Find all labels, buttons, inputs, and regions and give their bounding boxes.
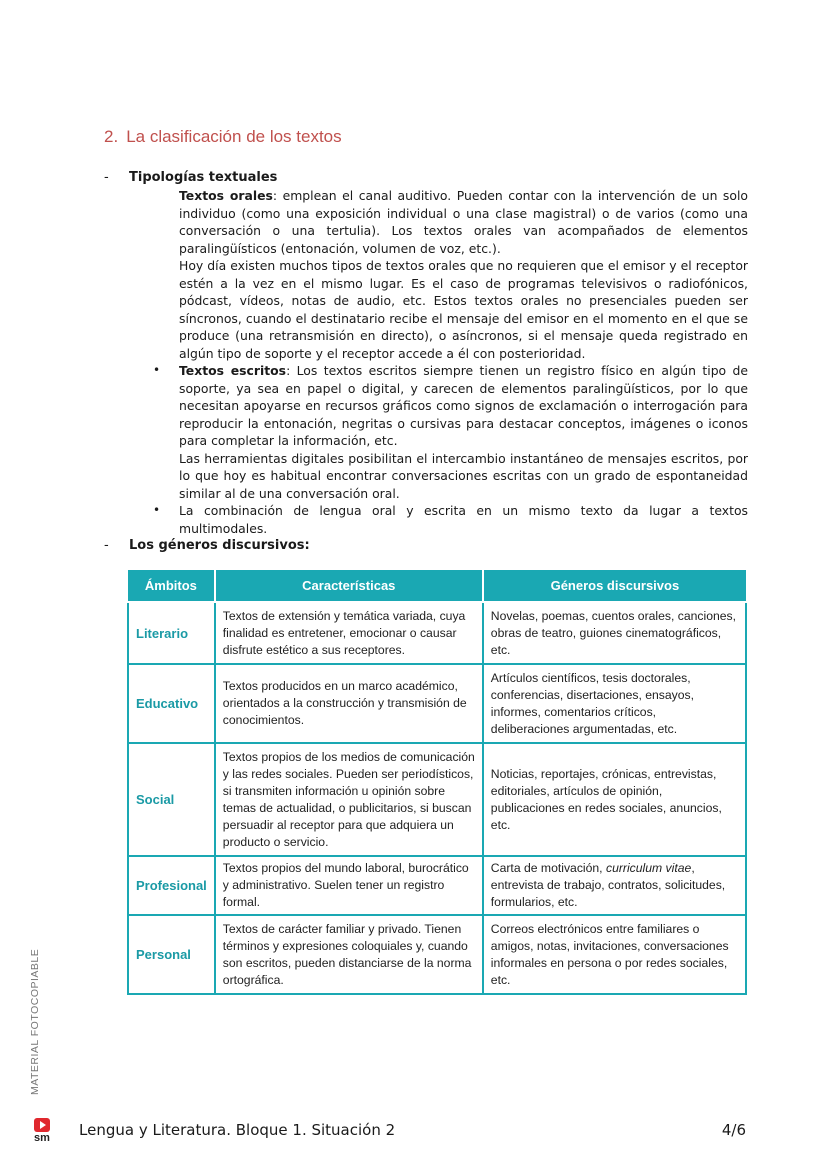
footer-title: Lengua y Literatura. Bloque 1. Situación 2 <box>79 1121 396 1139</box>
caracteristicas-cell: Textos producidos en un marco académico, orientados a la construcción y transmisión de conocimientos. <box>215 664 483 743</box>
bullet-combinacion: • <box>153 503 161 517</box>
textos-escritos-label: Textos escritos <box>179 363 287 378</box>
generos-text: Correos electrónicos entre familiares o amigos, notas, invitaciones, conversaciones informales en persona o por redes sociales, etc. <box>490 921 729 987</box>
generos-heading-text: Los géneros discursivos: <box>129 538 310 553</box>
table-row <box>128 856 746 915</box>
sm-logo-text: sm <box>34 1132 50 1144</box>
header-ambitos: Ámbitos <box>128 570 215 602</box>
generos-cell <box>483 856 746 915</box>
generos-cell <box>483 915 746 994</box>
page-number: 4/6 <box>721 1121 746 1139</box>
caracteristicas-cell: Textos de carácter familiar y privado. Tienen términos y expresiones coloquiales y, cuando son escritos, pueden distanciarse de la norma ortográfica. <box>215 915 483 994</box>
sm-logo <box>32 1118 52 1144</box>
ambito-cell: Literario <box>128 602 215 664</box>
ambito-cell: Social <box>128 743 215 856</box>
generos-text-italic: curriculum vitae <box>605 861 692 875</box>
textos-orales-label: Textos orales <box>179 188 273 203</box>
generos-cell <box>483 664 746 743</box>
table-row <box>128 915 746 994</box>
ambito-cell: Profesional <box>128 856 215 915</box>
generos-text: Carta de motivación, <box>490 861 606 875</box>
textos-escritos-text: : Los textos escritos siempre tienen un registro físico en algún tipo de soporte, ya sea en papel o digital, y carecen de elementos paralingüísticos, por lo que necesitan apoyarse en recursos gráficos como signos de exclamación o interrogación para reproducir la entonación, negritas o cursivas para destacar conceptos, imágenes o iconos para completar la información, etc. <box>179 363 748 448</box>
table-row <box>128 602 746 664</box>
material-fotocopiable-label: MATERIAL FOTOCOPIABLE <box>29 948 41 1095</box>
tipologias-heading-text: Tipologías textuales <box>129 170 278 185</box>
generos-text: Artículos científicos, tesis doctorales, conferencias, disertaciones, ensayos, informes, comentarios críticos, deliberaciones argumentadas, etc. <box>490 670 695 736</box>
table-row <box>128 743 746 856</box>
ambito-cell: Personal <box>128 915 215 994</box>
textos-escritos-text-2: Las herramientas digitales posibilitan el intercambio instantáneo de mensajes escritos, por lo que hoy es habitual encontrar conversaciones escritas con un grado de espontaneidad similar al de una conversación oral. <box>179 450 748 501</box>
tipologias-heading <box>104 170 277 185</box>
generos-text: Noticias, reportajes, crónicas, entrevistas, editoriales, artículos de opinión, publicaciones en redes sociales, anuncios, etc. <box>490 766 722 832</box>
section-number: 2. <box>104 127 119 146</box>
generos-cell <box>483 602 746 664</box>
section-title-text: La clasificación de los textos <box>126 127 342 146</box>
textos-escritos-paragraph <box>179 362 748 502</box>
ambito-cell: Educativo <box>128 664 215 743</box>
dash-marker: - <box>104 538 109 553</box>
table-header-row <box>128 570 746 602</box>
caracteristicas-cell: Textos propios de los medios de comunicación y las redes sociales. Pueden ser periodísticos, si transmiten información u opinión sobre temas de actualidad, o publicitarios, si buscan persuadir al receptor para que adquiera un producto o servicio. <box>215 743 483 856</box>
textos-orales-paragraph <box>179 187 748 362</box>
generos-text-end: , entrevista de trabajo, contratos, solicitudes, formularios, etc. <box>490 861 726 909</box>
dash-marker: - <box>104 170 109 185</box>
bullet-escritos: • <box>153 363 161 377</box>
textos-orales-text: : emplean el canal auditivo. Pueden contar con la intervención de un solo individuo (como una exposición individual o una clase magistral) o de varios (como una conversación o una tertulia). Los textos orales van acompañados de elementos paralingüísticos (entonación, volumen de voz, etc.). <box>179 188 748 256</box>
generos-cell <box>483 743 746 856</box>
caracteristicas-cell: Textos de extensión y temática variada, cuya finalidad es entretener, emocionar o causar disfrute estético a sus receptores. <box>215 602 483 664</box>
table-row <box>128 664 746 743</box>
combinacion-paragraph: La combinación de lengua oral y escrita en un mismo texto da lugar a textos multimodales. <box>179 503 748 536</box>
play-icon <box>34 1118 50 1132</box>
generos-table <box>127 570 747 995</box>
caracteristicas-cell: Textos propios del mundo laboral, burocrático y administrativo. Suelen tener un registro formal. <box>215 856 483 915</box>
generos-text: Novelas, poemas, cuentos orales, canciones, obras de teatro, guiones cinematográficos, etc. <box>490 608 737 657</box>
header-generos: Géneros discursivos <box>483 570 746 602</box>
section-title <box>104 127 342 147</box>
generos-heading <box>104 538 310 553</box>
textos-orales-text-2: Hoy día existen muchos tipos de textos orales que no requieren que el emisor y el receptor estén a la vez en el mismo lugar. Es el caso de programas televisivos o radiofónicos, pódcast, vídeos, notas de audio, etc. Estos textos orales no presenciales pueden ser síncronos, cuando el destinatario recibe el mensaje del emisor en el momento en el que se produce (una retransmisión en directo), o asíncronos, si el mensaje queda registrado en algún tipo de soporte y el receptor accede a él con posterioridad. <box>179 258 748 361</box>
header-caracteristicas: Características <box>215 570 483 602</box>
